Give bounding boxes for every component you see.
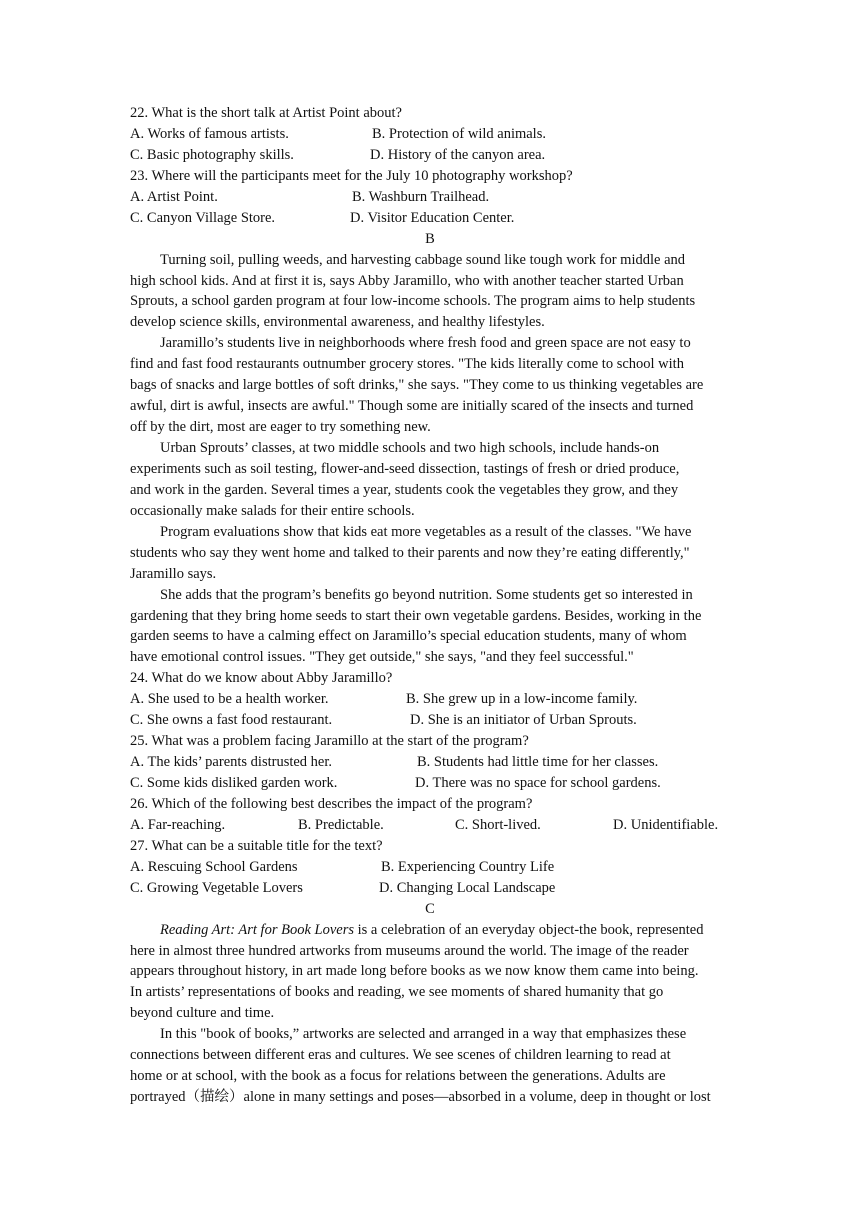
q26-option-a[interactable]: A. Far-reaching. [130, 816, 226, 833]
q27-option-b[interactable]: B. Experiencing Country Life [381, 858, 555, 875]
q27-option-d[interactable]: D. Changing Local Landscape [379, 879, 556, 896]
q26-options-row [130, 815, 730, 836]
q22-option-a[interactable]: A. Works of famous artists. [130, 125, 289, 142]
text-line: develop science skills, environmental awareness, and healthy lifestyles. [130, 314, 545, 331]
q23-option-b[interactable]: B. Washburn Trailhead. [352, 188, 490, 205]
q24-options-row-1 [130, 689, 730, 710]
text-line: beyond culture and time. [130, 1005, 275, 1022]
text-line: have emotional control issues. "They get outside," she says, "and they feel successful." [130, 649, 634, 666]
section-c-paragraph-2 [130, 1024, 730, 1108]
text-line: In this "book of books,” artworks are selected and arranged in a way that emphasizes these [160, 1026, 687, 1043]
text-line: experiments such as soil testing, flower-and-seed dissection, tastings of fresh or dried produce, [130, 460, 680, 477]
text-line: Program evaluations show that kids eat more vegetables as a result of the classes. "We have [160, 523, 692, 540]
q22-options-row-1 [130, 124, 730, 145]
question-26: 26. Which of the following best describes the impact of the program? [130, 795, 533, 812]
q24-option-b[interactable]: B. She grew up in a low-income family. [406, 691, 638, 708]
q25-options-row-1 [130, 752, 730, 773]
q26-option-b[interactable]: B. Predictable. [298, 816, 384, 833]
text-line: gardening that they bring home seeds to start their own vegetable gardens. Besides, working in the [130, 607, 702, 624]
text-line: garden seems to have a calming effect on Jaramillo’s special education students, many of whom [130, 628, 687, 645]
q27-options-row-2 [130, 878, 730, 899]
section-c-paragraph-1 [130, 920, 730, 1025]
q23-option-d[interactable]: D. Visitor Education Center. [350, 209, 515, 226]
section-b-paragraph-5 [130, 585, 730, 669]
question-24: 24. What do we know about Abby Jaramillo? [130, 670, 393, 687]
question-23: 23. Where will the participants meet for the July 10 photography workshop? [130, 167, 573, 184]
section-c-heading: C [425, 900, 435, 917]
q22-option-d[interactable]: D. History of the canyon area. [370, 146, 546, 163]
q25-option-c[interactable]: C. Some kids disliked garden work. [130, 775, 338, 791]
q25-option-d[interactable]: D. There was no space for school gardens. [415, 775, 661, 791]
section-b-paragraph-2 [130, 333, 730, 438]
q26-option-d[interactable]: D. Unidentifiable. [613, 816, 719, 833]
text-line: Jaramillo’s students live in neighborhoods where fresh food and green space are not easy to [160, 335, 691, 352]
text-line: occasionally make salads for their entire schools. [130, 502, 415, 519]
q23-option-c[interactable]: C. Canyon Village Store. [130, 209, 276, 226]
q26-option-c[interactable]: C. Short-lived. [455, 816, 541, 833]
text-line: Sprouts, a school garden program at four low-income schools. The program aims to help students [130, 293, 696, 310]
section-b-paragraph-3 [130, 438, 730, 522]
text-line: In artists’ representations of books and reading, we see moments of shared humanity that go [130, 984, 664, 1001]
q27-option-a[interactable]: A. Rescuing School Gardens [130, 858, 298, 875]
text-line: She adds that the program’s benefits go beyond nutrition. Some students get so interested in [160, 586, 693, 603]
text-line: high school kids. And at first it is, says Abby Jaramillo, who with another teacher started Urban [130, 272, 684, 289]
q27-option-c[interactable]: C. Growing Vegetable Lovers [130, 879, 303, 896]
text-line: portrayed（描绘）alone in many settings and poses—absorbed in a volume, deep in thought or lost [130, 1089, 711, 1106]
text-fragment: is a celebration of an everyday object-the book, represented [354, 921, 704, 938]
question-25: 25. What was a problem facing Jaramillo at the start of the program? [130, 733, 529, 750]
text-line: students who say they went home and talked to their parents and now they’re eating differently," [130, 544, 690, 561]
section-b-paragraph-1 [130, 250, 730, 334]
question-22: 22. What is the short talk at Artist Point about? [130, 105, 402, 121]
q27-options-row-1 [130, 857, 730, 878]
q25-options-row-2 [130, 773, 730, 794]
q25-option-a[interactable]: A. The kids’ parents distrusted her. [130, 754, 333, 771]
text-line: awful, dirt is awful, insects are awful." Though some are initially scared of the insects and turned [130, 398, 694, 415]
q24-option-a[interactable]: A. She used to be a health worker. [130, 691, 329, 708]
q23-options-row-1 [130, 187, 730, 208]
q23-options-row-2 [130, 208, 730, 229]
text-line: bags of snacks and large bottles of soft drinks," she says. "They come to us thinking vegetables are [130, 377, 704, 394]
text-line: off by the dirt, most are eager to try something new. [130, 419, 431, 436]
q24-options-row-2 [130, 710, 730, 731]
question-27: 27. What can be a suitable title for the text? [130, 837, 383, 854]
text-line: and work in the garden. Several times a year, students cook the vegetables they grow, and they [130, 481, 679, 498]
text-line: here in almost three hundred artworks from museums around the world. The image of the reader [130, 942, 689, 959]
text-line: appears throughout history, in art made long before books as we now know them came into being. [130, 963, 699, 980]
q22-option-c[interactable]: C. Basic photography skills. [130, 146, 294, 163]
book-title: Reading Art: Art for Book Lovers [160, 921, 354, 938]
q22-options-row-2 [130, 145, 730, 166]
document-page [130, 103, 730, 1108]
section-b-paragraph-4 [130, 522, 730, 585]
section-b-heading: B [425, 230, 435, 247]
text-line: connections between different eras and cultures. We see scenes of children learning to read at [130, 1047, 671, 1064]
q22-option-b[interactable]: B. Protection of wild animals. [372, 125, 546, 142]
text-line: Jaramillo says. [130, 565, 217, 582]
q24-option-d[interactable]: D. She is an initiator of Urban Sprouts. [410, 712, 637, 729]
text-line: Turning soil, pulling weeds, and harvesting cabbage sound like tough work for middle and [160, 251, 686, 268]
q23-option-a[interactable]: A. Artist Point. [130, 188, 218, 205]
text-line: Urban Sprouts’ classes, at two middle schools and two high schools, include hands-on [160, 440, 660, 456]
q24-option-c[interactable]: C. She owns a fast food restaurant. [130, 712, 333, 729]
q25-option-b[interactable]: B. Students had little time for her classes. [417, 754, 659, 771]
text-line [130, 920, 730, 941]
text-line: find and fast food restaurants outnumber grocery stores. "The kids literally come to school with [130, 356, 684, 373]
text-line: home or at school, with the book as a focus for relations between the generations. Adults are [130, 1068, 666, 1085]
